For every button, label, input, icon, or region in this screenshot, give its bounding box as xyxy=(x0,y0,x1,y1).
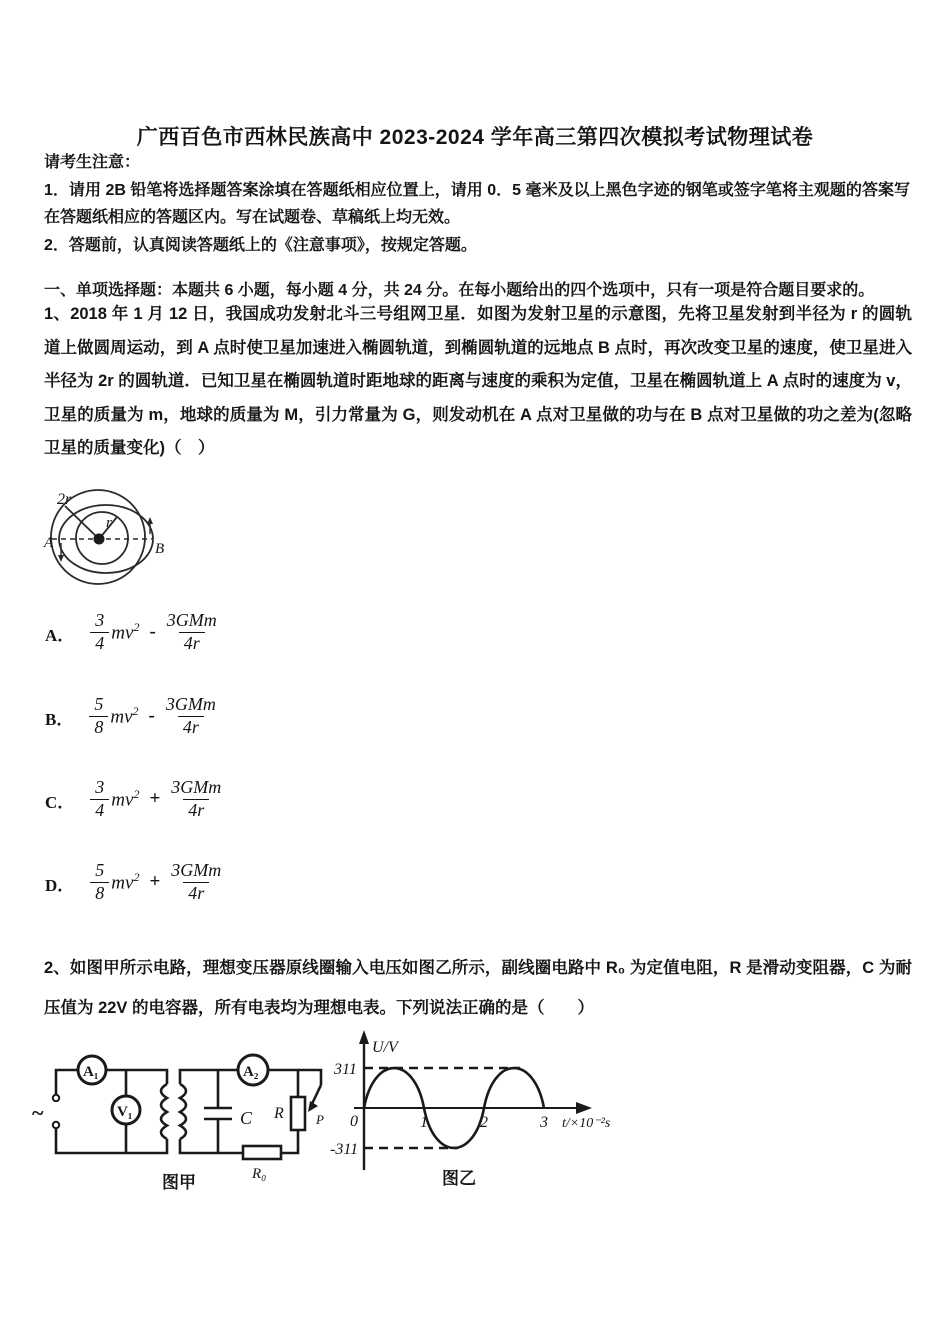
rheostat-label: R xyxy=(274,1105,284,1122)
x-axis-label: t/×10⁻²s xyxy=(562,1116,611,1131)
x-tick-2: 2 xyxy=(480,1114,488,1131)
y-max-label: 311 xyxy=(334,1061,357,1078)
rheostat-body xyxy=(291,1097,305,1130)
circuit-caption: 图甲 xyxy=(162,1173,196,1192)
option-c-operator: + xyxy=(149,788,161,810)
option-d-label: D． xyxy=(45,876,75,896)
slider-label: P xyxy=(316,1112,324,1127)
y-axis-arrowhead xyxy=(359,1030,369,1044)
ac-terminal-bottom xyxy=(53,1122,59,1128)
notice-block xyxy=(44,149,910,259)
ac-terminal-top xyxy=(53,1095,59,1101)
resistor-r0-label: R₀ xyxy=(252,1166,267,1182)
notice-item-2: 2．答题前，认真阅读答题纸上的《注意事项》，按规定答题。 xyxy=(44,236,477,254)
voltmeter1-label: V₁ xyxy=(117,1104,133,1120)
primary-bottom-wire xyxy=(56,1128,167,1153)
option-b-operator: - xyxy=(148,705,155,727)
option-a-operator: - xyxy=(149,621,156,643)
voltage-graph xyxy=(330,1028,630,1192)
notice-item-1: 1．请用 2B 铅笔将选择题答案涂填在答题纸相应位置上，请用 0．5 毫米及以上黑色字迹的钢笔或签字笔将主观题的答案写在答题纸相应的答题区内。写在试题卷、草稿纸上均无效。 xyxy=(44,181,910,226)
label-point-a: A xyxy=(44,535,54,551)
resistor-r0-body xyxy=(243,1146,281,1159)
capacitor-label: C xyxy=(240,1108,253,1128)
circuit-diagram xyxy=(22,1038,334,1196)
y-min-label: -311 xyxy=(330,1141,359,1158)
option-b xyxy=(45,694,221,738)
option-c-fraction-1: $\frac{3}{4}$ xyxy=(90,777,109,821)
option-c xyxy=(45,777,226,821)
option-d-term: $mv^2$ xyxy=(111,869,140,894)
section1-heading: 一、单项选择题：本题共 6 小题，每小题 4 分，共 24 分。在每小题给出的四个选项中，只有一项是符合题目要求的。 xyxy=(44,282,875,299)
option-a-fraction-2: $\frac{\text{3GMm}}{4r}$ xyxy=(166,610,217,653)
secondary-coil xyxy=(180,1084,186,1139)
option-d xyxy=(45,860,226,904)
arrowhead-a xyxy=(58,555,64,562)
earth-dot xyxy=(94,534,105,545)
origin-label: 0 xyxy=(350,1113,358,1130)
radius-2r-line xyxy=(65,506,99,539)
page-title: 广西百色市西林民族高中 2023-2024 学年高三第四次模拟考试物理试卷 xyxy=(136,126,814,150)
ac-source-symbol: ~ xyxy=(32,1100,44,1125)
graph-caption: 图乙 xyxy=(442,1169,476,1188)
ammeter2-label: A₂ xyxy=(243,1064,259,1080)
slider-wire xyxy=(298,1070,321,1085)
primary-top-wire xyxy=(56,1070,167,1095)
question2-text: 2、如图甲所示电路，理想变压器原线圈输入电压如图乙所示，副线圈电路中 R₀ 为定值电阻，R 是滑动变阻器，C 为耐压值为 22V 的电容器，所有电表均为理想电表。下列说法正确的是（ ） xyxy=(44,959,912,1017)
option-d-fraction-2: $\frac{\text{3GMm}}{4r}$ xyxy=(171,860,222,903)
x-tick-3: 3 xyxy=(540,1114,548,1131)
option-a xyxy=(45,610,222,654)
option-a-term: $mv^2$ xyxy=(111,619,140,644)
label-2r: 2r xyxy=(57,491,72,508)
option-d-fraction-1: $\frac{5}{8}$ xyxy=(90,860,109,904)
arrowhead-b xyxy=(147,517,153,524)
x-tick-1: 1 xyxy=(420,1114,428,1131)
option-b-label: B． xyxy=(45,710,74,730)
orbit-diagram xyxy=(40,479,180,597)
question1-text: 1、2018 年 1 月 12 日，我国成功发射北斗三号组网卫星．如图为发射卫星的示意图，先将卫星发射到半径为 r 的圆轨道上做圆周运动，到 A 点时使卫星加速进入椭圆轨道，到椭圆轨道的远地点 B 点时，再次改变卫星的速度，使卫星进入半径为 2r 的圆轨道．已知卫星在椭圆轨道时距地球的距离与速度的乘积为定值，卫星在椭圆轨道上 A 点时的速度为 v，卫星的质量为 m，地球的质量为 M，引力常量为 G，则发动机在 A 点对卫星做的功与在 B 点对卫星做的功之差为(忽略卫星的质量变化)（ ） xyxy=(44,305,912,458)
label-point-b: B xyxy=(155,541,165,557)
option-a-label: A． xyxy=(45,626,75,646)
option-d-operator: + xyxy=(149,871,161,893)
option-b-term: $mv^2$ xyxy=(110,703,139,728)
y-axis-label: U/V xyxy=(372,1039,398,1056)
option-c-term: $mv^2$ xyxy=(111,786,140,811)
option-b-fraction-2: $\frac{\text{3GMm}}{4r}$ xyxy=(165,694,216,737)
option-c-label: C． xyxy=(45,793,75,813)
option-a-fraction-1: $\frac{3}{4}$ xyxy=(90,610,109,654)
label-r: r xyxy=(106,515,112,531)
ammeter1-label: A₁ xyxy=(83,1064,99,1080)
primary-coil xyxy=(161,1084,167,1139)
option-b-fraction-1: $\frac{5}{8}$ xyxy=(89,694,108,738)
option-c-fraction-2: $\frac{\text{3GMm}}{4r}$ xyxy=(171,777,222,820)
x-axis-arrowhead xyxy=(576,1102,592,1114)
notice-heading: 请考生注意： xyxy=(44,154,141,171)
